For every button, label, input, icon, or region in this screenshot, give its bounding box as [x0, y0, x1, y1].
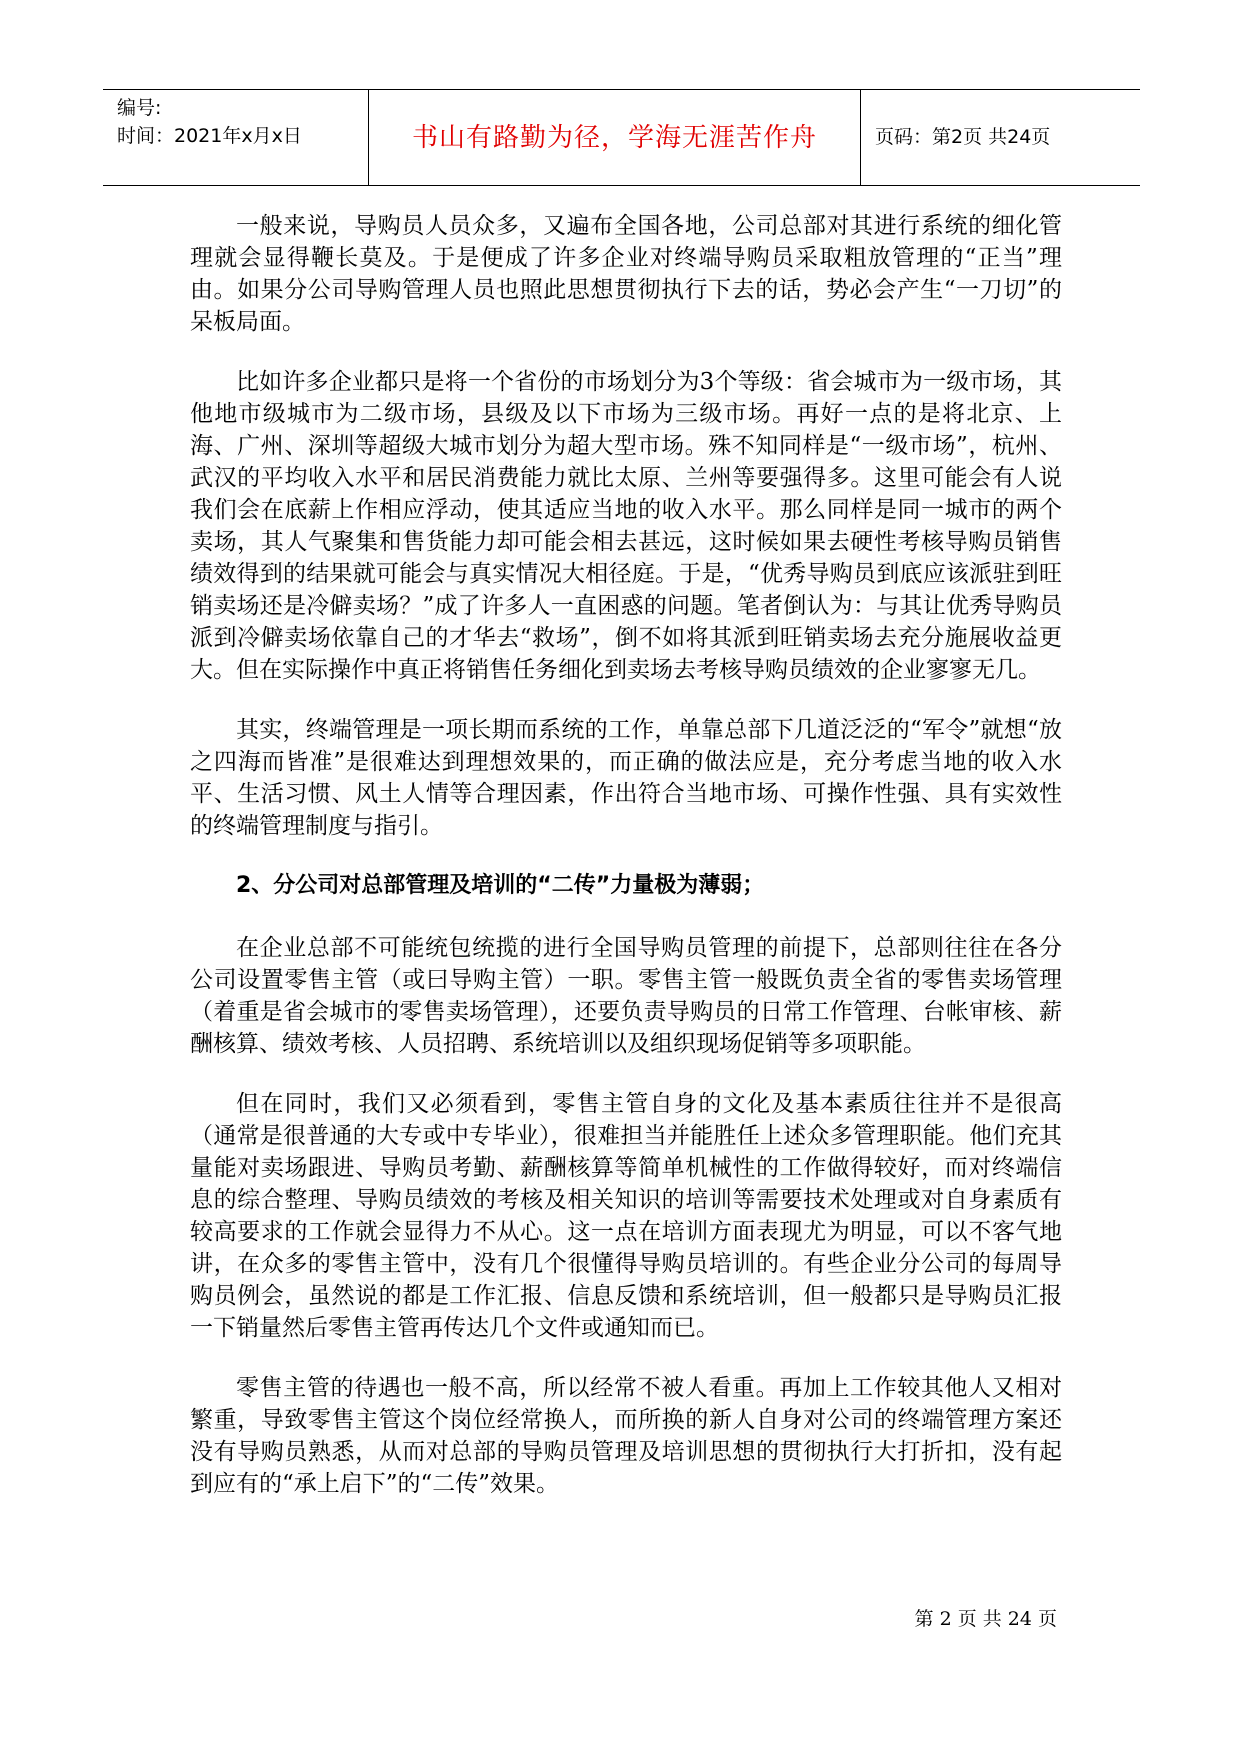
page-footer: 第 2 页 共 24 页 [914, 1608, 1057, 1630]
time-label: 时间：2021年x月x日 [117, 125, 302, 147]
page-header [103, 89, 1140, 186]
body-paragraph: 一般来说，导购员人员众多，又遍布全国各地，公司总部对其进行系统的细化管理就会显得鞭长莫及。于是便成了许多企业对终端导购员采取粗放管理的“正当”理由。如果分公司导购管理人员也照此思想贯彻执行下去的话，势必会产生“一刀切”的呆板局面。 [190, 213, 1062, 335]
number-label: 编号: [117, 97, 162, 119]
header-page-label: 页码：第2页 共24页 [875, 126, 1051, 148]
body-paragraph: 其实，终端管理是一项长期而系统的工作，单靠总部下几道泛泛的“军令”就想“放之四海而皆准”是很难达到理想效果的，而正确的做法应是，充分考虑当地的收入水平、生活习惯、风土人情等合理因素，作出符合当地市场、可操作性强、具有实效性的终端管理制度与指引。 [190, 717, 1062, 839]
body-paragraph: 比如许多企业都只是将一个省份的市场划分为3个等级：省会城市为一级市场，其他地市级城市为二级市场，县级及以下市场为三级市场。再好一点的是将北京、上海、广州、深圳等超级大城市划分为超大型市场。殊不知同样是“一级市场”，杭州、武汉的平均收入水平和居民消费能力就比太原、兰州等要强得多。这里可能会有人说我们会在底薪上作相应浮动，使其适应当地的收入水平。那么同样是同一城市的两个卖场，其人气聚集和售货能力却可能会相去甚远，这时候如果去硬性考核导购员销售绩效得到的结果就可能会与真实情况大相径庭。于是，“优秀导购员到底应该派驻到旺销卖场还是冷僻卖场？”成了许多人一直困惑的问题。笔者倒认为：与其让优秀导购员派到冷僻卖场依靠自己的才华去“救场”，倒不如将其派到旺销卖场去充分施展收益更大。但在实际操作中真正将销售任务细化到卖场去考核导购员绩效的企业寥寥无几。 [190, 369, 1062, 683]
body-paragraph: 在企业总部不可能统包统揽的进行全国导购员管理的前提下，总部则往往在各分公司设置零售主管（或曰导购主管）一职。零售主管一般既负责全省的零售卖场管理（着重是省会城市的零售卖场管理），还要负责导购员的日常工作管理、台帐审核、薪酬核算、绩效考核、人员招聘、系统培训以及组织现场促销等多项职能。 [190, 935, 1062, 1057]
header-motto: 书山有路勤为径，学海无涯苦作舟 [369, 90, 861, 185]
document-body [190, 210, 1062, 1528]
section-heading: 2、分公司对总部管理及培训的“二传”力量极为薄弱； [236, 873, 765, 898]
body-paragraph: 零售主管的待遇也一般不高，所以经常不被人看重。再加上工作较其他人又相对繁重，导致零售主管这个岗位经常换人，而所换的新人自身对公司的终端管理方案还没有导购员熟悉，从而对总部的导购员管理及培训思想的贯彻执行大打折扣，没有起到应有的“承上启下”的“二传”效果。 [190, 1375, 1062, 1497]
header-meta [103, 90, 369, 185]
body-paragraph: 但在同时，我们又必须看到，零售主管自身的文化及基本素质往往并不是很高（通常是很普通的大专或中专毕业），很难担当并能胜任上述众多管理职能。他们充其量能对卖场跟进、导购员考勤、薪酬核算等简单机械性的工作做得较好，而对终端信息的综合整理、导购员绩效的考核及相关知识的培训等需要技术处理或对自身素质有较高要求的工作就会显得力不从心。这一点在培训方面表现尤为明显，可以不客气地讲，在众多的零售主管中，没有几个很懂得导购员培训的。有些企业分公司的每周导购员例会，虽然说的都是工作汇报、信息反馈和系统培训，但一般都只是导购员汇报一下销量然后零售主管再传达几个文件或通知而已。 [190, 1091, 1062, 1341]
